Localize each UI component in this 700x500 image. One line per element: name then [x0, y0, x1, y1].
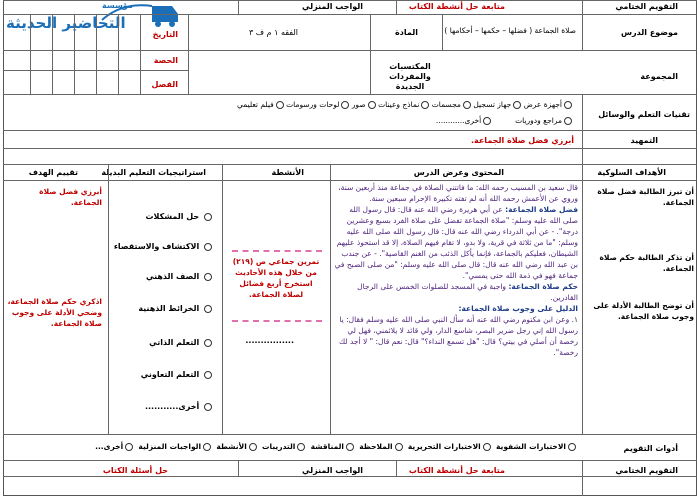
- tech-radio-5[interactable]: [368, 101, 376, 109]
- tech-radio-7[interactable]: [276, 101, 284, 109]
- logo-line1: مؤسسة: [102, 1, 133, 10]
- objective-2: أن تذكر الطالبة حكم صلاة الجماعة.: [599, 253, 694, 273]
- strategy-radio-2[interactable]: [204, 243, 212, 251]
- bottom-answers: حل أسئلة الكتاب: [102, 466, 168, 475]
- strategy-5: التعلم الذاتي: [149, 338, 212, 348]
- tech-options-row1: أجهزة عرض جهاز تسجيل مجسمات نماذج وعينات صور لوحات ورسومات فيلم تعليمي: [237, 100, 572, 110]
- top-final-eval: التقويم الختامي: [615, 2, 678, 11]
- lesson-topic-value: صلاة الجماعة ( فضلها – حكمها – أحكامها ): [444, 26, 576, 35]
- tech-radio-3[interactable]: [463, 101, 471, 109]
- activity-dots: ................: [245, 336, 294, 345]
- logo-line2: التحاضير الحديثة: [6, 14, 126, 32]
- subject-label: المادة: [395, 28, 418, 37]
- activity-text: تمرين جماعي ص (٢١٩) من خلال هذه الأحاديث استخرج أربع فضائل لصلاة الجماعة.: [232, 257, 320, 299]
- strategy-3: الصف الذهني: [146, 272, 212, 282]
- goal-eval-header: تقييم الهدف: [28, 168, 78, 177]
- eval-radio-4[interactable]: [346, 443, 354, 451]
- period-label: الحصة: [153, 56, 178, 65]
- tech-radio-2[interactable]: [513, 101, 521, 109]
- content-p3: حكم صلاة الجماعة: واجبة في المسجد للصلوات الخمس على الرجال القادرين.: [357, 282, 578, 302]
- content-header: المحتوى وعرض الدرس: [413, 168, 504, 177]
- top-homework: الواجب المنزلي: [302, 2, 363, 11]
- logo: [2, 0, 180, 34]
- strategy-radio-7[interactable]: [204, 403, 212, 411]
- objectives-header: الأهداف السلوكية: [597, 168, 666, 177]
- eval-radio-7[interactable]: [203, 443, 211, 451]
- eval-tools-options: الاختبارات الشفوية الاختبارات التحريرية الملاحظة المناقشة التدريبات الأنشطة الواجبات المنزلية أخرى...: [95, 442, 576, 452]
- bottom-homework: الواجب المنزلي: [302, 466, 363, 475]
- intro-text: أبرزي فضل صلاة الجماعة.: [470, 136, 574, 145]
- tech-radio-1[interactable]: [564, 101, 572, 109]
- subject-value: الفقه ١ م ف ٣: [248, 28, 298, 37]
- eval-radio-1[interactable]: [568, 443, 576, 451]
- tech-radio-8[interactable]: [564, 117, 572, 125]
- strategy-1: حل المشكلات: [145, 212, 212, 222]
- content-body: [332, 182, 578, 432]
- strategy-radio-3[interactable]: [204, 273, 212, 281]
- eval-radio-5[interactable]: [297, 443, 305, 451]
- eval-radio-3[interactable]: [395, 443, 403, 451]
- tech-radio-4[interactable]: [421, 101, 429, 109]
- eval-radio-2[interactable]: [483, 443, 491, 451]
- eval-radio-8[interactable]: [125, 443, 133, 451]
- tech-label: تقنيات التعلم والوسائل: [598, 110, 690, 119]
- group-label: المجموعة: [640, 72, 678, 81]
- eval-radio-6[interactable]: [249, 443, 257, 451]
- class-label: الفصل: [151, 80, 178, 89]
- strategy-7: أخرى...........: [145, 402, 212, 412]
- vocab-label: المكتسبات والمفردات الجديدة: [389, 62, 431, 91]
- objective-1: أن تبرز الطالبة فضل صلاة الجماعة.: [597, 187, 694, 207]
- content-p4: الدليل على وجوب صلاة الجماعة: ١. وعن ابن مكتوم رضي الله عنه أنه سأل النبي صلى الله عليه وسلم فقال: يا رسول الله إني رجل ضرير البصر، شاسع الدار، ولي قائد لا يلائمني، فهل لي رخصة أن أصلي في بيتي؟ قال: "هل تسمع النداء؟" قال: نعم قال: " لا أجد لك رخصة".: [338, 304, 578, 357]
- strategy-4: الخرائط الذهنية: [138, 304, 212, 314]
- strategy-radio-1[interactable]: [204, 213, 212, 221]
- content-p1: قال سعيد بن المسيب رحمه الله: ما فاتتني الصلاة في جماعة منذ أربعين سنة، وروي عن الأعمش رحمه الله أنه لم تفته تكبيرة الإحرام سبعين سنة.: [338, 183, 578, 203]
- intro-label: التمهيد: [630, 136, 658, 145]
- strategy-radio-6[interactable]: [204, 371, 212, 379]
- tech-options-row2: مراجع ودوريات أخرى............: [436, 116, 572, 126]
- strategy-2: الاكتشاف والاستقصاء: [114, 242, 212, 252]
- tech-radio-9[interactable]: [483, 117, 491, 125]
- goal-eval-1: أبرزي فضل صلاة الجماعة.: [39, 187, 102, 207]
- strategies-header: استراتيجيات التعليم البديلة: [101, 168, 206, 177]
- lesson-topic-label: موضوع الدرس: [621, 28, 678, 37]
- tech-radio-6[interactable]: [341, 101, 349, 109]
- date-label: التاريخ: [152, 30, 178, 39]
- strategy-radio-4[interactable]: [204, 305, 212, 313]
- content-p2: فضل صلاة الجماعة: عن أبي هريرة رضي الله عنه قال: قال رسول الله صلى الله عليه وسلم: "صلاة الجماعة تفضل على صلاة الفرد بسبع وعشرين درجة". - عن أبي الدرداء رضي الله عنه قال: قال رسول الله صلى الله عليه وسلم: "ما من ثلاثة في قرية، ولا بدو، لا تقام فيهم الصلاة، إلا قد استحوذ عليهم الشيطان، فعليكم بالجماعة، فإنما يأكل الذئب من الغنم القاصية". - عن جندب بن عبد الله رضي الله عنه قال: قال صلى الله عليه وسلم: "من صلى الصبح في جماعة فهو في ذمة الله حتى يمسي".: [334, 205, 578, 280]
- bottom-follow-up: متابعة حل أنشطة الكتاب: [408, 466, 505, 475]
- activities-header: الأنشطة: [271, 168, 304, 177]
- activity-dash-top: [232, 250, 322, 252]
- bottom-final-eval: التقويم الختامي: [615, 466, 678, 475]
- goal-eval-2: اذكري حكم صلاة الجماعة، وضحي الأدلة على وجوب صلاة الجماعة.: [7, 297, 102, 328]
- eval-tools-label: أدوات التقويم: [623, 444, 678, 453]
- top-follow-up: متابعة حل أنشطة الكتاب: [408, 2, 505, 11]
- objective-3: أن توضح الطالبة الأدلة على وجوب صلاة الجماعة.: [593, 301, 694, 321]
- activity-dash-bottom: [232, 320, 322, 322]
- strategy-radio-5[interactable]: [204, 339, 212, 347]
- strategy-6: التعلم التعاوني: [141, 370, 212, 380]
